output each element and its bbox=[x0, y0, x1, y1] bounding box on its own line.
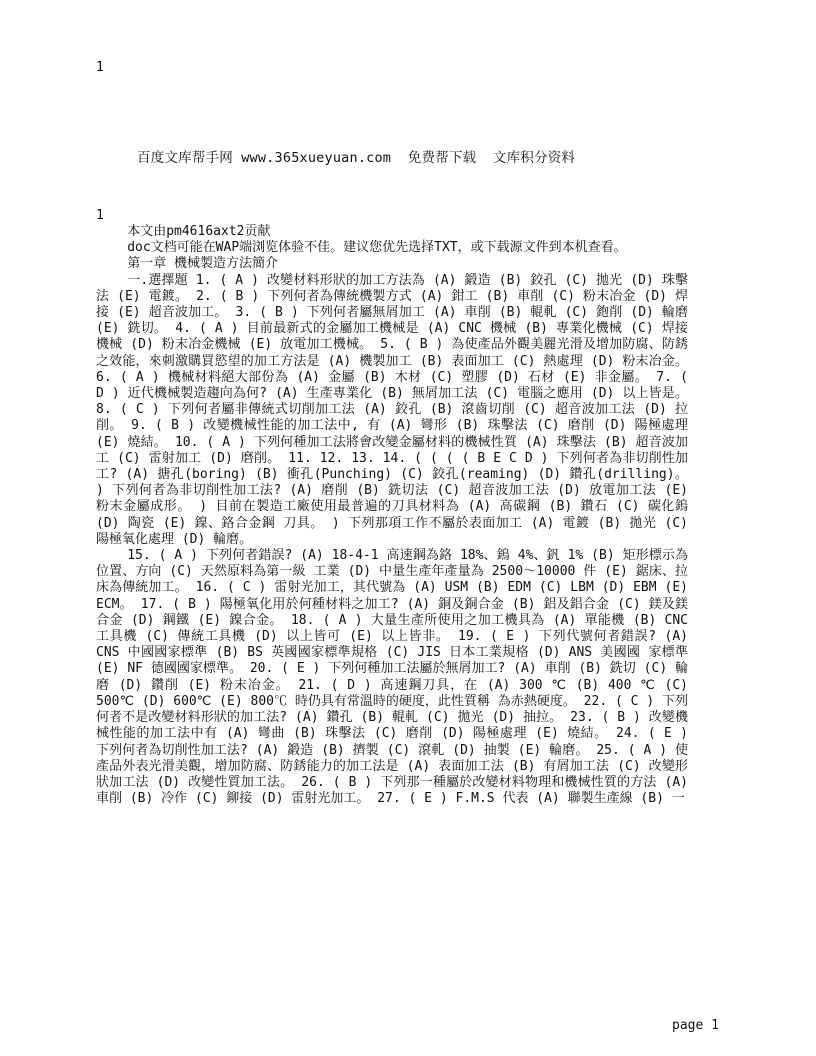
chapter-title: 第一章 機械製造方法簡介 bbox=[127, 256, 279, 272]
page-footer: page 1 bbox=[672, 1018, 719, 1033]
document-body bbox=[96, 224, 688, 807]
banner-text: 百度文库帮手网 www.365xueyuan.com 免费帮下载 文库积分资料 bbox=[137, 150, 576, 166]
page-number-top: 1 bbox=[96, 60, 104, 75]
doc-notice: doc文档可能在WAP端浏览体验不佳。建议您优先选择TXT，或下载源文件到本机查看。 bbox=[127, 240, 627, 256]
question-paragraph: 15. ( A ) 下列何者錯誤? (A) 18-4-1 高速鋼為鉻 18%、鎢 4%、釩 1% (B) 矩形標示為位置、方向 (C) 天然原料為第一級 工業 (D) 中量生產年產量為 2500～10000 件 (E) 鋸床、拉床為傳統加工。 16. ( C ) 雷射光加工，其代號為 (A) USM (B) EDM (C) LBM (D) EBM (E) ECM。 17. ( B ) 陽極氧化用於何種材料之加工? (A) 銅及銅合金 (B) 鋁及鋁合金 (C) 鎂及鎂合金 (D) 鋼鐵 (E) 鎳合金。 18. ( A ) 大量生產所使用之加工機具為 (A) 單能機 (B) CNC 工具機 (C) 傳統工具機 (D) 以上皆可 (E) 以上皆非。 19. ( E ) 下列代號何者錯誤? (A) CNS 中國國家標準 (B) BS 英國國家標準規格 (C) JIS 日本工業規格 (D) ANS 美國國 家標準 (E) NF 德國國家標準。 20. ( E ) 下列何種加工法屬於無屑加工? (A) 車削 (B) 銑切 (C) 輪磨 (D) 鑽削 (E) 粉末冶金。 21. ( D ) 高速鋼刀具，在 (A) 300 ℃ (B) 400 ℃ (C) 500℃ (D) 600℃ (E) 800℃ 時仍具有常溫時的硬度，此性質稱 為赤熱硬度。 22. ( C ) 下列何者不是改變材料形狀的加工法? (A) 鑽孔 (B) 輥軋 (C) 拋光 (D) 抽拉。 23. ( B ) 改變機械性能的加工法中有 (A) 彎曲 (B) 珠擊法 (C) 磨削 (D) 陽極處理 (E) 燒結。 24. ( E ) 下列何者為切削性加工法? (A) 鍛造 (B) 擠製 (C) 滾軋 (D) 抽製 (E) 輪磨。 25. ( A ) 使產品外表光滑美觀，增加防腐、防銹能力的加工法是 (A) 表面加工法 (B) 有屑加工法 (C) 改變形狀加工法 (D) 改變性質加工法。 26. ( B ) 下列那一種屬於改變材料物理和機械性質的方法 (A) 車削 (B) 冷作 (C) 鉚接 (D) 雷射光加工。 27. ( E ) F.M.S 代表 (A) 聯製生產線 (B) 一 bbox=[96, 548, 688, 807]
contributor-line: 本文由pm4616axt2贡献 bbox=[127, 224, 271, 239]
page-number-mid: 1 bbox=[96, 208, 104, 223]
question-paragraph: 一.選擇題 1. ( A ) 改變材料形狀的加工方法為 (A) 鍛造 (B) 鉸孔 (C) 拋光 (D) 珠擊法 (E) 電鍍。 2. ( B ) 下列何者為傳統機製方式 (A) 鉗工 (B) 車削 (C) 粉末冶金 (D) 焊接 (E) 超音波加工。 3. ( B ) 下列何者屬無屑加工 (A) 車削 (B) 輥軋 (C) 鉋削 (D) 輪磨 (E) 銑切。 4. ( A ) 目前最新式的金屬加工機械是 (A) CNC 機械 (B) 專業化機械 (C) 焊接機械 (D) 粉末冶金機械 (E) 放電加工機械。 5. ( B ) 為使產品外觀美麗光滑及增加防腐、防銹之效能，來刺激購買慾望的加工方法是 (A) 機製加工 (B) 表面加工 (C) 熱處理 (D) 粉末冶金。 6. ( A ) 機械材料絕大部份為 (A) 金屬 (B) 木材 (C) 塑膠 (D) 石材 (E) 非金屬。 7. ( D ) 近代機械製造趨向為何? (A) 生產專業化 (B) 無屑加工法 (C) 電腦之應用 (D) 以上皆是。 8. ( C ) 下列何者屬非傳統式切削加工法 (A) 鉸孔 (B) 滾齒切削 (C) 超音波加工法 (D) 拉削。 9. ( B ) 改變機械性能的加工法中, 有 (A) 彎形 (B) 珠擊法 (C) 磨削 (D) 陽極處理 (E) 燒結。 10. ( A ) 下列何種加工法將會改變金屬材料的機械性質 (A) 珠擊法 (B) 超音波加工 (C) 雷射加工 (D) 磨削。 11. 12. 13. 14. ( ( ( ( B E C D ) 下列何者為非切削性加工? (A) 搪孔(boring) (B) 衝孔(Punching) (C) 鉸孔(reaming) (D) 鑽孔(drilling)。 ) 下列何者為非切削性加工法? (A) 磨削 (B) 銑切法 (C) 超音波加工法 (D) 放電加工法 (E) 粉末金屬成形。 ) 目前在製造工廠使用最普遍的刀具材料為 (A) 高碳鋼 (B) 鑽石 (C) 碳化鎢 (D) 陶瓷 (E) 鎳、鉻合金鋼 刀具。 ) 下列那項工作不屬於表面加工 (A) 電鍍 (B) 拋光 (C) 陽極氧化處理 (D) 輪磨。 bbox=[96, 272, 688, 547]
